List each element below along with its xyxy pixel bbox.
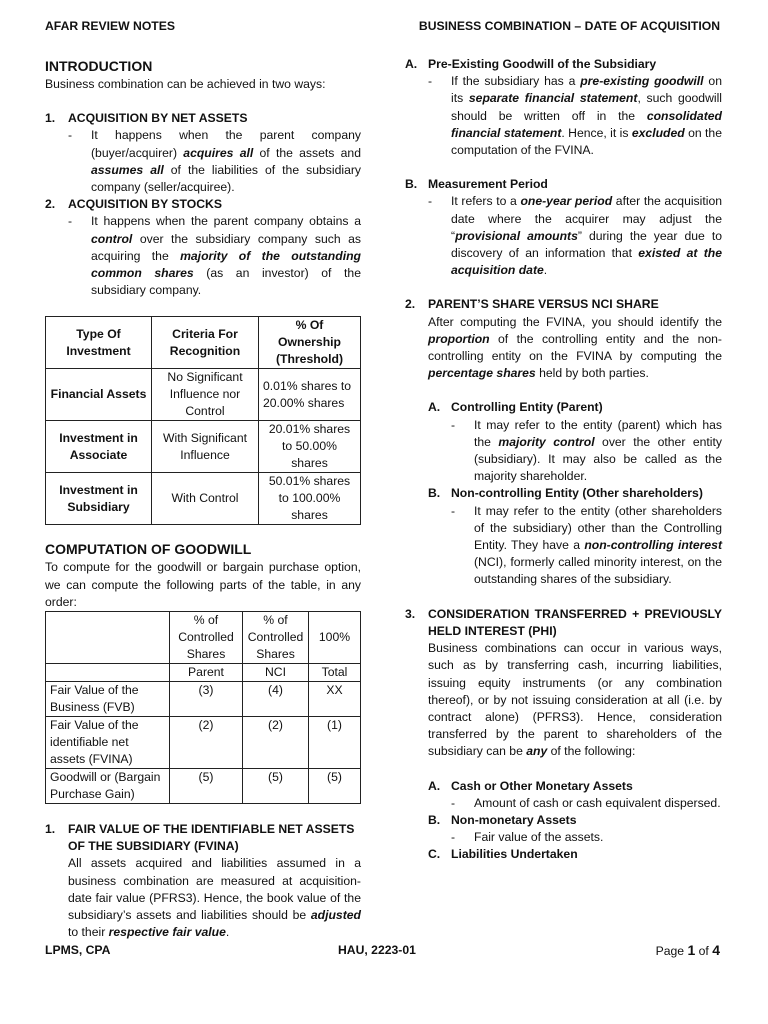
intro-title: INTRODUCTION [45,58,153,74]
table-row: Goodwill or (Bargain Purchase Gain) (5) (5) (5) [46,769,361,804]
goodwill-table: % of Controlled Shares % of Controlled Shares 100% Parent NCI Total Fair Value of the Business (FVB) (3) (4) XX Fair Value of the identifiable net assets (FVINA) (2) (2) (1) Goodwill or (Bargain Purchase Gain) (5) (5) (5) [45,611,361,804]
section-3b-text: Fair value of the assets. [474,830,604,845]
section-3a-title: A. Cash or Other Monetary Assets [428,778,633,793]
section-3b-title: B. Non-monetary Assets [428,812,577,827]
intro-item-1-text: It happens when the parent company (buyer/acquirer) acquires all of the assets and assumes all of the liabilities of the subsidiary company (seller/acquiree). [91,128,361,195]
table-row: Financial Assets No Significant Influence nor Control 0.01% shares to 20.00% shares [46,369,361,421]
goodwill-title: COMPUTATION OF GOODWILL [45,541,252,558]
table-header: % Of Ownership (Threshold) [259,317,361,369]
intro-lead: Business combination can be achieved in two ways: [45,77,326,91]
goodwill-lead: To compute for the goodwill or bargain purchase option, we can compute the following parts of the table, in any order: [45,560,361,609]
section-3-text: Business combinations can occur in various ways, such as by transferring cash, incurring liabilities, issuing equity instruments (or any combination thereof), or by not issuing consideration at all (i.e. by contract alone) (PFRS3). Hence, consideration transferred by the parent to shareholders of the subsidiary can be any of the following: [428,641,722,759]
fvina-title: 1. FAIR VALUE OF THE IDENTIFIABLE NET ASSETS OF THE SUBSIDIARY (FVINA) [45,822,355,854]
intro-item-1: 1. ACQUISITION BY NET ASSETS [45,111,248,126]
section-2-text: After computing the FVINA, you should identify the proportion of the controlling entity and the non-controlling entity on the FVINA by computing the percentage shares held by both parties. [428,314,722,381]
section-3a-text: Amount of cash or cash equivalent dispersed. [474,795,721,810]
section-2b-title: B. Non-controlling Entity (Other shareholders) [428,486,703,501]
section-b-text: It refers to a one-year period after the acquisition date where the acquirer may adjust the “provisional amounts” during the year due to discovery of an information that existed at the acquisition date. [451,194,723,278]
intro-item-2: 2. ACQUISITION BY STOCKS [45,197,222,212]
section-b-title: B. Measurement Period [405,177,548,192]
table-header: Criteria For Recognition [152,317,259,369]
investment-table [45,316,361,525]
section-3c-title: C. Liabilities Undertaken [428,847,578,862]
section-a-text: If the subsidiary has a pre-existing goodwill on its separate financial statement, such goodwill should be written off in the consolidated financial statement. Hence, it is excluded on the computation of the FVINA. [451,74,722,158]
fvina-text: All assets acquired and liabilities assumed in a business combination are measured at acquisition-date fair value (PFRS3). Hence, the book value of the subsidiary’s assets and liabilities should be adjusted to their respective fair value. [68,856,361,940]
section-2a-title: A. Controlling Entity (Parent) [428,400,603,415]
section-2b-text: It may refer to the entity (other shareholders of the subsidiary) other than the Controlling Entity. They have a non-controlling interest (NCI), formerly called minority interest, on the outstanding shares of the subsidiary. [474,503,723,587]
table-header: Type Of Investment [46,317,152,369]
footer-center: HAU, 2223-01 [338,943,416,957]
section-3-title: 3. CONSIDERATION TRANSFERRED + PREVIOUSLY HELD INTEREST (PHI) [405,606,722,638]
table-row: Investment in Associate With Significant Influence 20.01% shares to 50.00% shares [46,421,361,473]
intro-item-2-text: It happens when the parent company obtains a control over the subsidiary company such as acquiring the majority of the outstanding common shares (as an investor) of the subsidiary company. [91,214,361,298]
right-column: A. Pre-Existing Goodwill of the Subsidiary - If the subsidiary has a pre-existing goodwill on its separate financial statement, such goodwill should be written off in the consolidated financial statement. Hence, it is excluded on the computation of the FVINA. B. Measurement Period - It refers to a one-year period after the acquisition date where the acquirer may adjust the “provisional amounts” during the year due to discovery of an information that existed at the acquisition date. 2. PARENT’S SHARE VERSUS NCI SHARE After computing the FVINA, you should identify the proportion of the controlling entity and the non-controlling entity on the FVINA by computing the percentage shares held by both parties. A. Controlling Entity (Parent) - It may refer to the entity (parent) which has the majority control over the other entity (subsidiary). It may also be called as the majority shareholder. B. Non-controlling Entity (Other shareholders) - It may refer to the entity (other shareholders of the subsidiary) other than the Controlling Entity. They have a non-controlling interest (NCI), formerly called minority interest, on the outstanding shares of the subsidiary. 3. CONSIDERATION TRANSFERRED + PREVIOUSLY HELD INTEREST (PHI) Business combinations can occur in various ways, such as by transferring cash, incurring liabilities, issuing equity instruments (or any combination thereof), or by not issuing consideration at all (i.e. by contract alone) (PFRS3). Hence, consideration transferred by the parent to shareholders of the subsidiary can be any of the following: A. Cash or Other Monetary Assets - Amount of cash or cash equivalent dispersed. B. Non-monetary Assets - Fair value of the assets. C. Liabilities Undertaken [405,56,722,864]
footer-left: LPMS, CPA [45,943,111,957]
page-indicator: Page 1 of 4 [655,942,720,958]
section-2a-text: It may refer to the entity (parent) which has the majority control over the other entity (subsidiary). It may also be called as the majority shareholder. [474,417,722,484]
header-right: BUSINESS COMBINATION – DATE OF ACQUISITION [418,19,720,33]
section-a-title: A. Pre-Existing Goodwill of the Subsidiary [405,57,657,71]
table-row: Fair Value of the identifiable net assets (FVINA) (2) (2) (1) [46,717,361,769]
table-row: Fair Value of the Business (FVB) (3) (4) XX [46,682,361,717]
header-left: AFAR REVIEW NOTES [45,19,176,33]
table-row: Investment in Subsidiary With Control 50.01% shares to 100.00% shares [46,473,361,525]
section-2-title: 2. PARENT’S SHARE VERSUS NCI SHARE [405,297,659,312]
left-column: INTRODUCTION Business combination can be achieved in two ways: 1. ACQUISITION BY NET ASSETS - It happens when the parent company (buyer/acquirer) acquires all of the assets and assumes all of the liabilities of the subsidiary company (seller/acquiree). 2. ACQUISITION BY STOCKS - It happens when the parent company obtains a control over the subsidiary company such as acquiring the majority of the outstanding common shares (as an investor) of the subsidiary company. Type Of Investment Criteria For Recognition % Of Ownership (Threshold) Financial Assets No Significant Influence nor Control 0.01% shares to 20.00% shares Investment in Associate With Significant Influence 20.01% shares to 50.00% shares Investment in Subsidiary With Control 50.01% shares to 100.00% shares COMPUTATION OF GOODWILL To compute for the goodwill or bargain purchase option, we can compute the following parts of the table, in any order: % of Controlled Shares % of Controlled Shares 100% Parent NCI Total Fair Value of the Business (FVB) (3) (4) XX Fair Value of the identifiable net assets (FVINA) (2) (2) (1) Goodwill or (Bargain Purchase Gain) (5) (5) (5) 1. FAIR VALUE OF THE IDENTIFIABLE NET ASSETS OF THE SUBSIDIARY (FVINA) All assets acquired and liabilities assumed in a business combination are measured at acquisition-date fair value (PFRS3). Hence, the book value of the subsidiary’s assets and liabilities should be adjusted to their respective fair value. [45,56,361,941]
